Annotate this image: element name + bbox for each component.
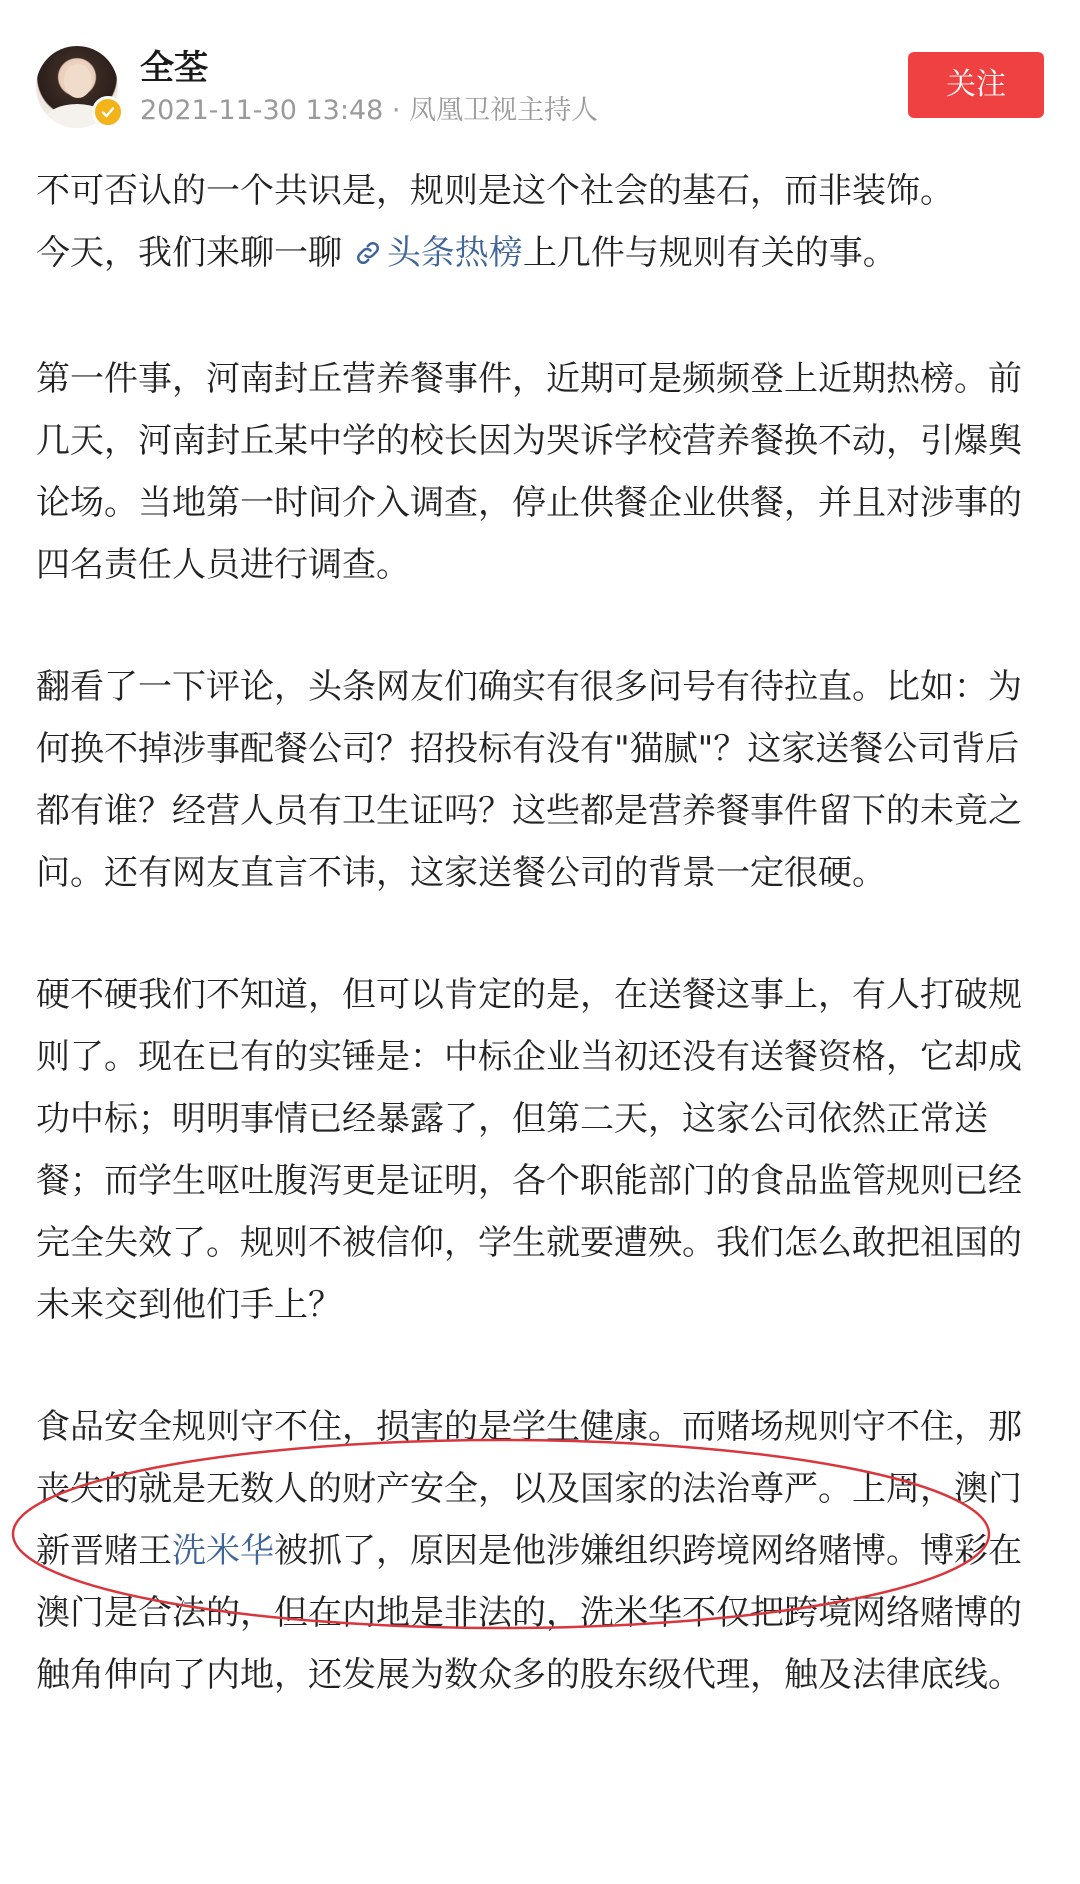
hot-list-link-text[interactable]: 头条热榜 [386, 233, 523, 273]
avatar-face [64, 64, 92, 98]
intro-line-2-end: 上几件与规则有关的事。 [522, 233, 897, 273]
meta-separator: · [391, 95, 401, 126]
casino-text-end: 被抓了，原因是他涉嫌组织跨境网络赌博。博彩在澳门是合法的，但在内地是非法的，洗米华不仅把跨境网络赌博的触角伸向了内地，还发展为数众多的股东级代理，触及法律底线。 [36, 1531, 1022, 1695]
verified-badge-icon [92, 96, 124, 128]
paragraph-rules-broken: 硬不硬我们不知道，但可以肯定的是，在送餐这事上，有人打破规则了。现在已有的实锤是：中标企业当初还没有送餐资格，它却成功中标；明明事情已经暴露了，但第二天，这家公司依然正常送餐；而学生呕吐腹泻更是证明，各个职能部门的食品监管规则已经完全失效了。规则不被信仰，学生就要遭殃。我们怎么敢把祖国的未来交到他们手上？ [36, 975, 1022, 1325]
intro-line-2-start: 今天，我们来聊一聊 [36, 233, 353, 273]
article-body [36, 160, 1046, 1706]
paragraph-intro [36, 160, 1046, 288]
intro-line-1: 不可否认的一个共识是，规则是这个社会的基石，而非装饰。 [36, 171, 954, 211]
paragraph-comments: 翻看了一下评论，头条网友们确实有很多问号有待拉直。比如：为何换不掉涉事配餐公司？招投标有没有"猫腻"？这家送餐公司背后都有谁？经营人员有卫生证吗？这些都是营养餐事件留下的未竟之问。还有网友直言不讳，这家送餐公司的背景一定很硬。 [36, 667, 1022, 893]
post-header [0, 0, 1080, 150]
casino-text-start: 食品安全规则守不住，损害的是学生健康。而赌场规则守不住，那丧失的就是无数人的财产安全，以及国家的法治尊严。上周，澳门新晋赌王 [36, 1407, 1022, 1571]
paragraph-casino [36, 1396, 1046, 1706]
person-link[interactable]: 洗米华 [172, 1531, 274, 1571]
post-date: 2021-11-30 13:48 [140, 95, 384, 126]
author-title: 凤凰卫视主持人 [409, 95, 599, 126]
follow-button[interactable]: 关注 [908, 52, 1044, 118]
link-icon [353, 226, 383, 288]
author-name[interactable]: 全荃 [140, 48, 208, 88]
post-meta [140, 92, 598, 130]
hot-list-link[interactable] [353, 233, 523, 273]
paragraph-nutrition-meal: 第一件事，河南封丘营养餐事件，近期可是频频登上近期热榜。前几天，河南封丘某中学的校长因为哭诉学校营养餐换不动，引爆舆论场。当地第一时间介入调查，停止供餐企业供餐，并且对涉事的四名责任人员进行调查。 [36, 359, 1022, 585]
check-icon [100, 104, 116, 120]
